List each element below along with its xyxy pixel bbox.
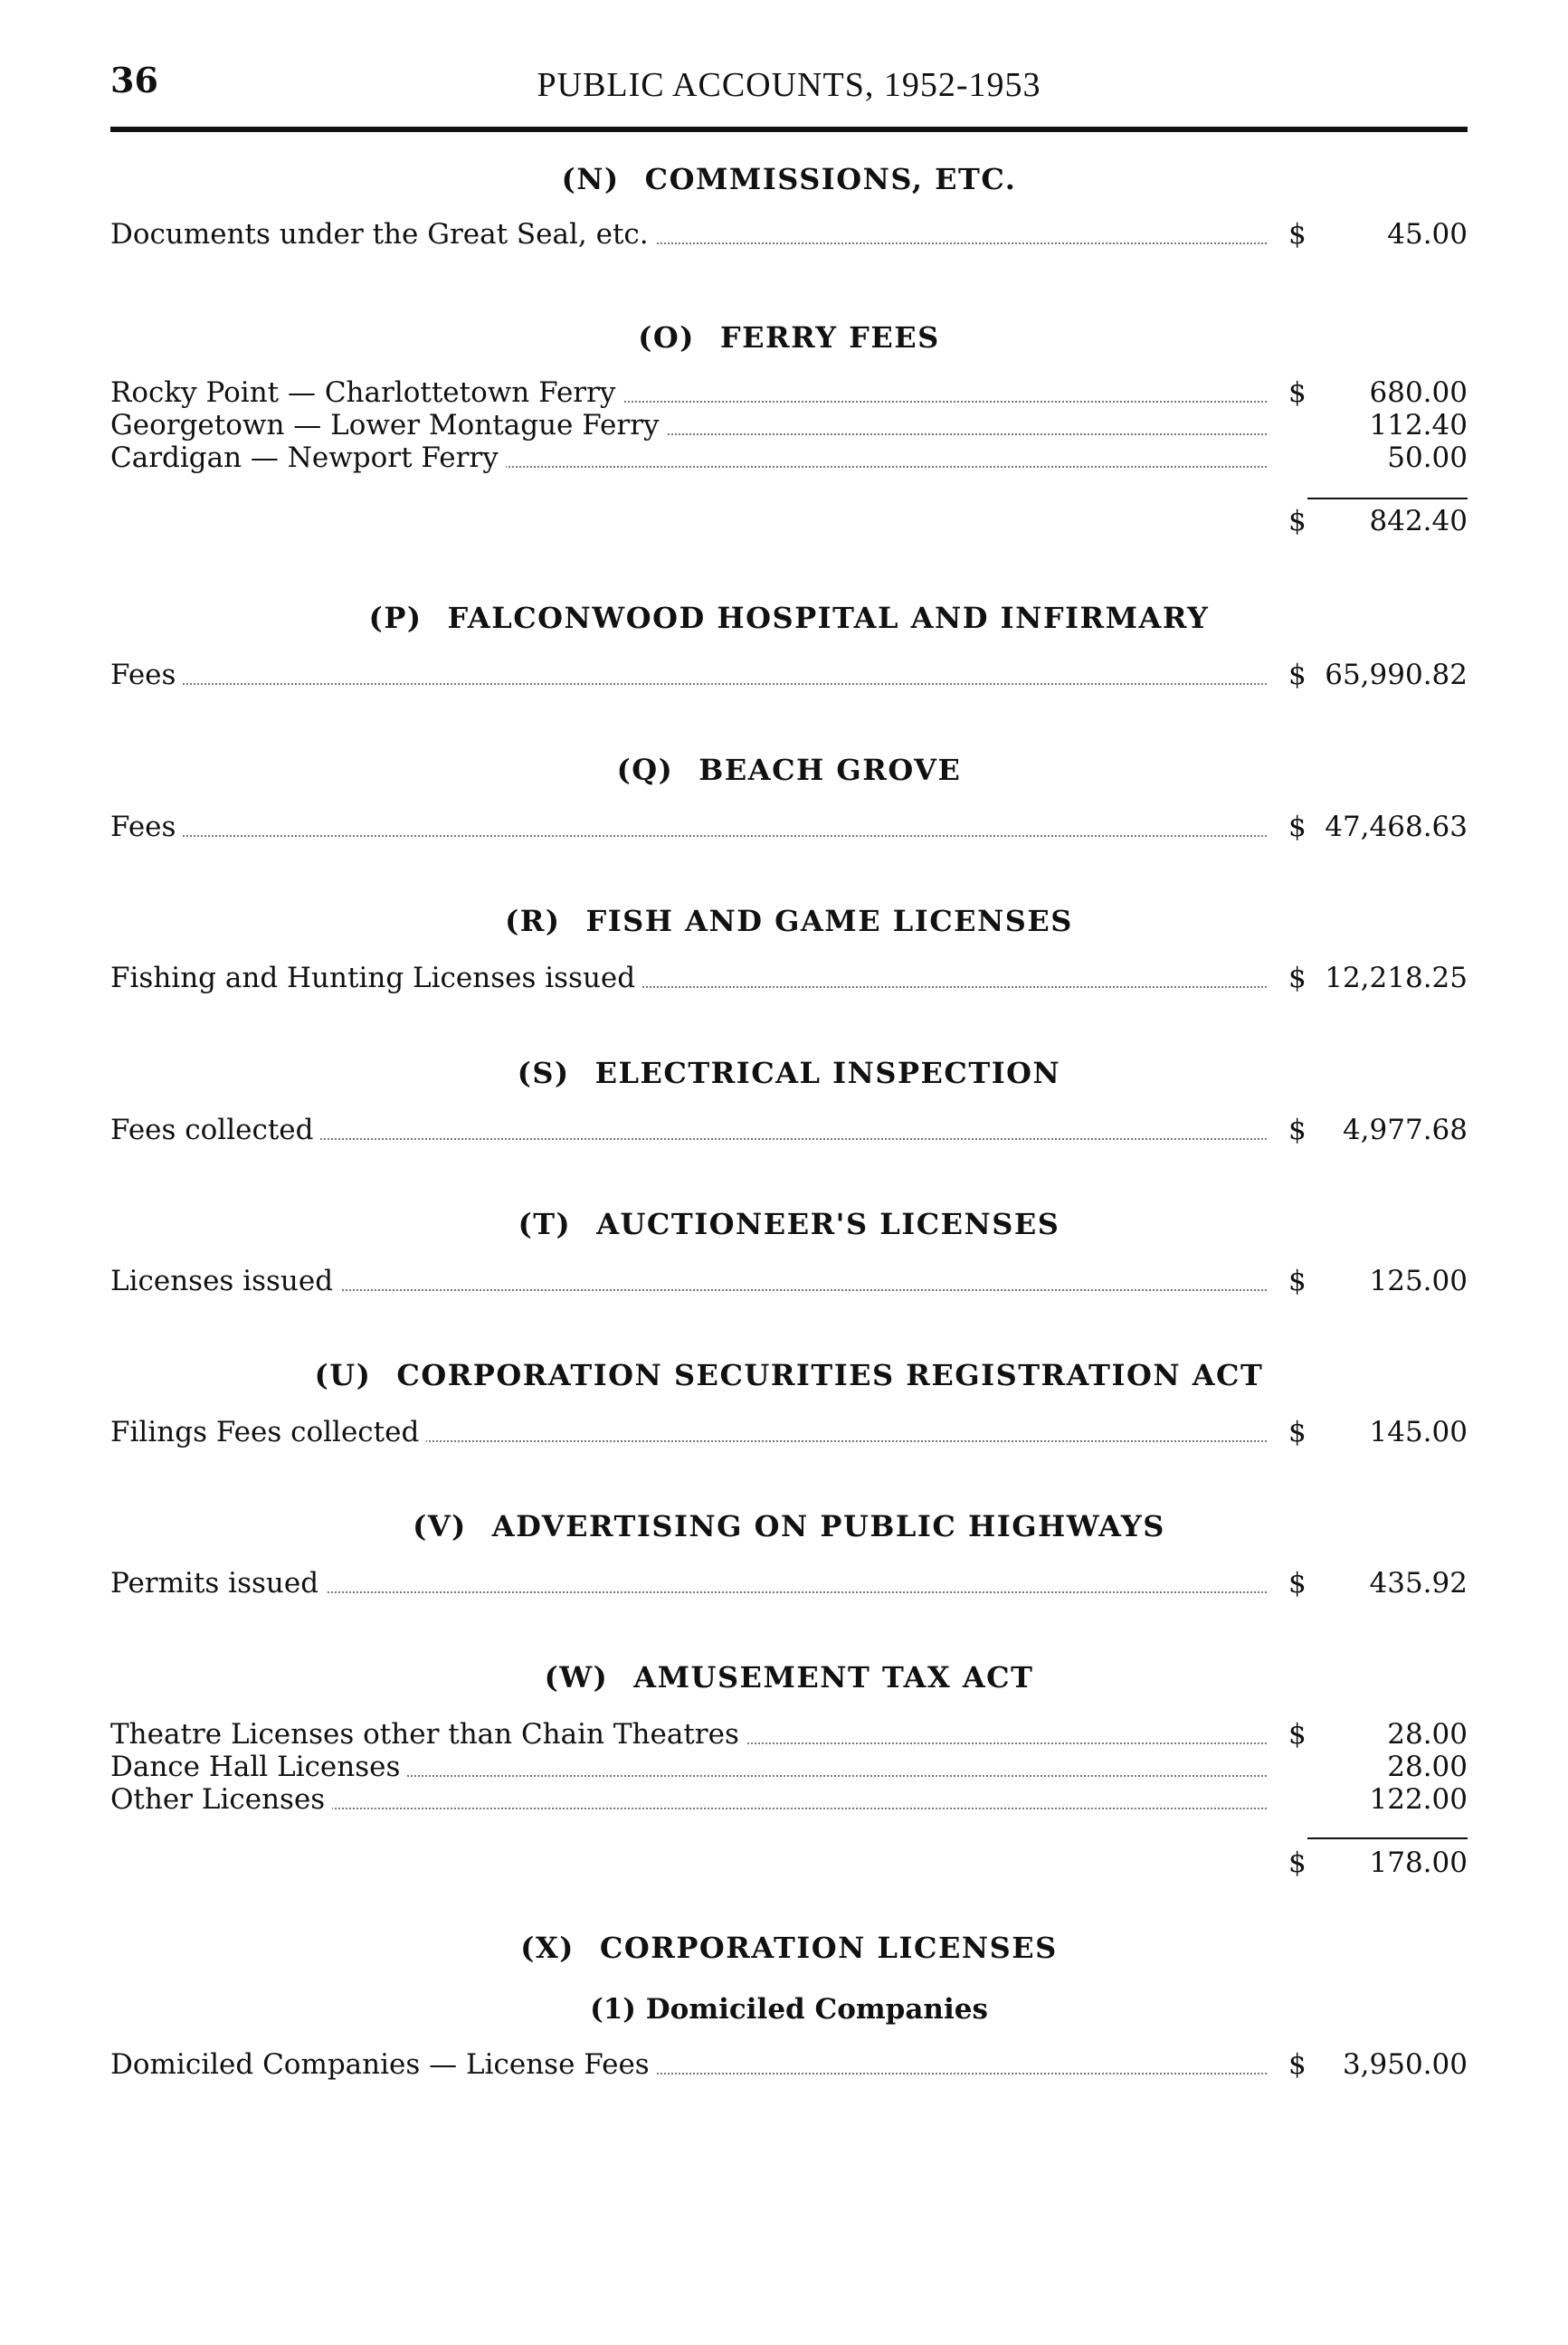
section-advertising-highways bbox=[110, 1505, 1468, 1600]
total-amount: 842.40 bbox=[1369, 505, 1468, 537]
row-label: Fishing and Hunting Licenses issued bbox=[110, 962, 642, 994]
row-label: Georgetown — Lower Montague Ferry bbox=[110, 409, 667, 441]
section-title: COMMISSIONS, ETC. bbox=[644, 162, 1017, 196]
ledger-row bbox=[110, 962, 1468, 994]
row-amount: 12,218.25 bbox=[1325, 962, 1468, 994]
ledger-row bbox=[110, 441, 1468, 474]
total-rule bbox=[1307, 498, 1468, 499]
section-title: FALCONWOOD HOSPITAL AND INFIRMARY bbox=[447, 601, 1210, 635]
section-ferry-fees bbox=[110, 317, 1468, 539]
row-amount: 125.00 bbox=[1369, 1265, 1468, 1297]
total-row bbox=[110, 1845, 1468, 1881]
section-heading bbox=[110, 1657, 1468, 1698]
dollar-sign: $ bbox=[1288, 1265, 1307, 1297]
dollar-sign: $ bbox=[1288, 218, 1307, 251]
section-amusement-tax bbox=[110, 1657, 1468, 1881]
section-heading bbox=[110, 1505, 1468, 1547]
section-letter: (V) bbox=[413, 1509, 467, 1543]
section-letter: (T) bbox=[518, 1207, 572, 1241]
ledger-row bbox=[110, 1114, 1468, 1146]
section-heading bbox=[110, 1927, 1468, 1969]
section-commissions bbox=[110, 158, 1468, 251]
row-label: Other Licenses bbox=[110, 1783, 332, 1816]
dot-leader bbox=[110, 835, 1267, 837]
ledger-row bbox=[110, 2048, 1468, 2081]
row-label: Fees bbox=[110, 659, 183, 691]
total-rule bbox=[1307, 1837, 1468, 1839]
ledger-row bbox=[110, 1567, 1468, 1600]
section-letter: (W) bbox=[544, 1660, 609, 1695]
section-electrical-inspection bbox=[110, 1052, 1468, 1146]
section-title: FERRY FEES bbox=[719, 320, 940, 355]
section-fish-game bbox=[110, 900, 1468, 994]
dollar-sign: $ bbox=[1288, 505, 1307, 537]
row-label: Rocky Point — Charlottetown Ferry bbox=[110, 376, 622, 409]
section-heading bbox=[110, 749, 1468, 791]
row-amount: 680.00 bbox=[1369, 376, 1468, 409]
section-letter: (R) bbox=[505, 904, 561, 938]
section-title: ELECTRICAL INSPECTION bbox=[594, 1056, 1061, 1090]
row-label: Permits issued bbox=[110, 1567, 326, 1600]
section-corporation-licenses bbox=[110, 1927, 1468, 2081]
page-title: PUBLIC ACCOUNTS, 1952-1953 bbox=[537, 66, 1041, 104]
row-amount: 112.40 bbox=[1369, 409, 1468, 441]
total-row bbox=[110, 503, 1468, 539]
section-title: AMUSEMENT TAX ACT bbox=[633, 1660, 1034, 1695]
section-corporation-securities bbox=[110, 1354, 1468, 1448]
ledger-row bbox=[110, 1265, 1468, 1297]
ledger-row bbox=[110, 218, 1468, 251]
page-header bbox=[110, 60, 1468, 114]
section-letter: (U) bbox=[314, 1358, 372, 1392]
row-amount: 28.00 bbox=[1387, 1718, 1468, 1751]
total-amount: 178.00 bbox=[1369, 1847, 1468, 1879]
row-amount: 28.00 bbox=[1387, 1751, 1468, 1783]
dollar-sign: $ bbox=[1288, 2048, 1307, 2081]
dollar-sign: $ bbox=[1288, 659, 1307, 691]
section-subtitle: (1) Domiciled Companies bbox=[590, 1993, 988, 2026]
section-auctioneers bbox=[110, 1203, 1468, 1297]
row-amount: 65,990.82 bbox=[1325, 659, 1468, 691]
ledger-row bbox=[110, 659, 1468, 691]
row-label: Dance Hall Licenses bbox=[110, 1751, 407, 1783]
section-beach-grove bbox=[110, 749, 1468, 843]
section-falconwood-hospital bbox=[110, 597, 1468, 691]
section-heading bbox=[110, 1052, 1468, 1094]
ledger-row bbox=[110, 811, 1468, 843]
ledger-row bbox=[110, 1416, 1468, 1448]
row-label: Fees bbox=[110, 811, 183, 843]
dollar-sign: $ bbox=[1288, 1114, 1307, 1146]
dollar-sign: $ bbox=[1288, 376, 1307, 409]
section-title: AUCTIONEER'S LICENSES bbox=[596, 1207, 1060, 1241]
row-label: Filings Fees collected bbox=[110, 1416, 426, 1448]
dollar-sign: $ bbox=[1288, 1718, 1307, 1751]
row-label: Theatre Licenses other than Chain Theatres bbox=[110, 1718, 746, 1751]
row-amount: 45.00 bbox=[1387, 218, 1468, 251]
ledger-row bbox=[110, 376, 1468, 409]
header-rule bbox=[110, 127, 1468, 132]
row-amount: 122.00 bbox=[1369, 1783, 1468, 1816]
section-letter: (Q) bbox=[616, 753, 674, 787]
section-title: ADVERTISING ON PUBLIC HIGHWAYS bbox=[491, 1509, 1165, 1543]
section-heading bbox=[110, 1203, 1468, 1245]
section-letter: (N) bbox=[561, 162, 620, 196]
section-letter: (P) bbox=[368, 601, 423, 635]
dollar-sign: $ bbox=[1288, 1567, 1307, 1600]
row-label: Documents under the Great Seal, etc. bbox=[110, 218, 656, 251]
row-amount: 3,950.00 bbox=[1342, 2048, 1468, 2081]
section-title: CORPORATION SECURITIES REGISTRATION ACT bbox=[396, 1358, 1264, 1392]
row-amount: 47,468.63 bbox=[1325, 811, 1468, 843]
section-heading bbox=[110, 158, 1468, 200]
section-title: CORPORATION LICENSES bbox=[599, 1931, 1058, 1965]
row-amount: 435.92 bbox=[1369, 1567, 1468, 1600]
dollar-sign: $ bbox=[1288, 962, 1307, 994]
section-letter: (X) bbox=[520, 1931, 575, 1965]
section-letter: (O) bbox=[638, 320, 695, 355]
section-heading bbox=[110, 597, 1468, 639]
dollar-sign: $ bbox=[1288, 811, 1307, 843]
section-heading bbox=[110, 317, 1468, 358]
section-title: FISH AND GAME LICENSES bbox=[585, 904, 1073, 938]
row-label: Licenses issued bbox=[110, 1265, 340, 1297]
dollar-sign: $ bbox=[1288, 1416, 1307, 1448]
ledger-row bbox=[110, 1783, 1468, 1816]
ledger-row bbox=[110, 1751, 1468, 1783]
dot-leader bbox=[110, 683, 1267, 685]
section-letter: (S) bbox=[517, 1056, 570, 1090]
row-amount: 4,977.68 bbox=[1342, 1114, 1468, 1146]
row-label: Fees collected bbox=[110, 1114, 320, 1146]
section-heading bbox=[110, 1354, 1468, 1396]
dollar-sign: $ bbox=[1288, 1847, 1307, 1879]
section-title: BEACH GROVE bbox=[698, 753, 962, 787]
page-number: 36 bbox=[110, 60, 158, 100]
row-amount: 50.00 bbox=[1387, 441, 1468, 474]
row-amount: 145.00 bbox=[1369, 1416, 1468, 1448]
ledger-row bbox=[110, 1718, 1468, 1751]
section-heading bbox=[110, 900, 1468, 942]
row-label: Cardigan — Newport Ferry bbox=[110, 441, 506, 474]
ledger-row bbox=[110, 409, 1468, 441]
row-label: Domiciled Companies — License Fees bbox=[110, 2048, 657, 2081]
